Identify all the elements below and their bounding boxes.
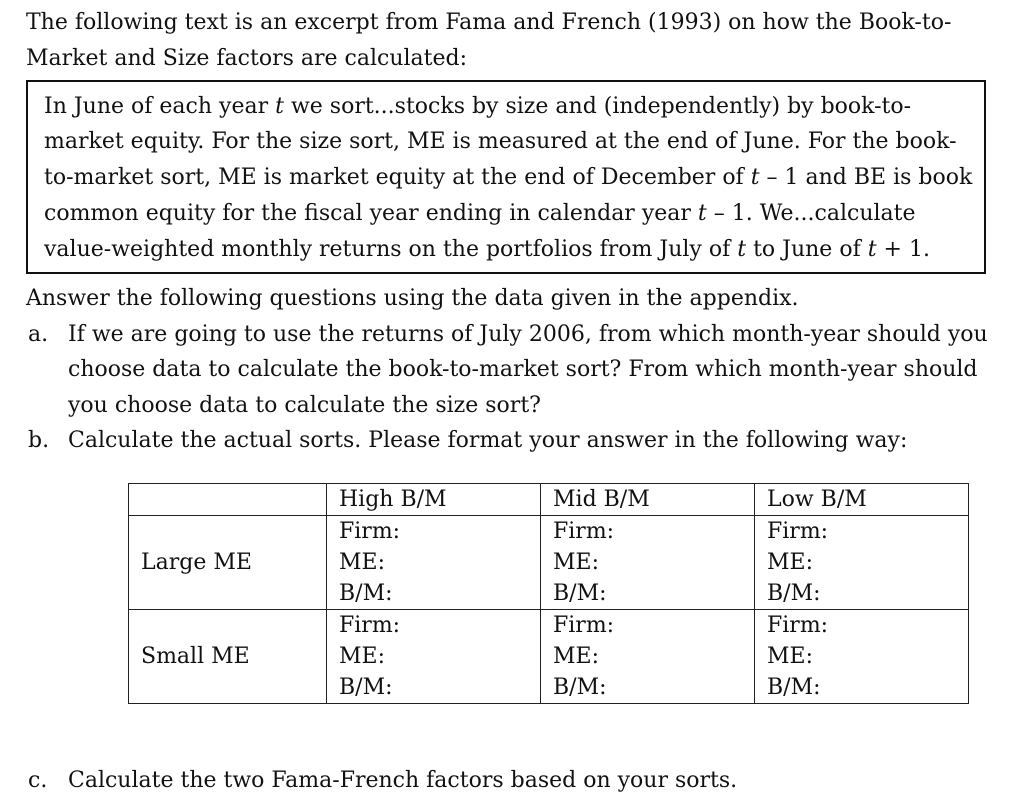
cell-me: ME: <box>339 550 385 575</box>
table-cell <box>327 516 541 610</box>
table-cell <box>541 516 755 610</box>
table-cell <box>541 610 755 704</box>
quote-line-3: to-market sort, ME is market equity at the end of December of t – 1 and BE is book <box>44 165 973 190</box>
question-a-line-2: choose data to calculate the book-to-market sort? From which month-year should <box>68 357 978 382</box>
cell-me: ME: <box>767 550 813 575</box>
intro-line-2: Market and Size factors are calculated: <box>26 46 467 71</box>
sorts-table <box>128 483 969 704</box>
cell-bm: B/M: <box>339 581 393 606</box>
cell-bm: B/M: <box>553 581 607 606</box>
table-header-row <box>129 484 969 516</box>
cell-me: ME: <box>553 550 599 575</box>
intro-line-1: The following text is an excerpt from Fama and French (1993) on how the Book-to- <box>26 10 952 35</box>
cell-me: ME: <box>767 644 813 669</box>
quote-line-5: value-weighted monthly returns on the portfolios from July of t to June of t + 1. <box>44 237 930 262</box>
cell-firm: Firm: <box>767 613 829 638</box>
cell-me: ME: <box>339 644 385 669</box>
instructions: Answer the following questions using the data given in the appendix. <box>26 286 799 311</box>
table-row-small-me <box>129 610 969 704</box>
quote-line-4: common equity for the fiscal year ending in calendar year t – 1. We...calculate <box>44 201 916 226</box>
table-header-cell-empty <box>129 484 327 516</box>
table-cell <box>755 516 969 610</box>
table-row-large-me <box>129 516 969 610</box>
cell-firm: Firm: <box>339 519 401 544</box>
question-b-line-1: Calculate the actual sorts. Please format your answer in the following way: <box>68 428 908 453</box>
cell-me: ME: <box>553 644 599 669</box>
cell-firm: Firm: <box>767 519 829 544</box>
table-cell <box>327 610 541 704</box>
table-header-high-bm: High B/M <box>327 484 541 516</box>
quote-line-1: In June of each year t we sort...stocks by size and (independently) by book-to- <box>44 94 912 119</box>
cell-bm: B/M: <box>767 675 821 700</box>
question-c-marker: c. <box>28 768 48 793</box>
row-label-small-me: Small ME <box>129 610 327 704</box>
quote-line-2: market equity. For the size sort, ME is measured at the end of June. For the book- <box>44 129 957 154</box>
cell-firm: Firm: <box>339 613 401 638</box>
cell-bm: B/M: <box>339 675 393 700</box>
table-header-mid-bm: Mid B/M <box>541 484 755 516</box>
question-c-line-1: Calculate the two Fama-French factors based on your sorts. <box>68 768 738 793</box>
cell-bm: B/M: <box>767 581 821 606</box>
question-b-marker: b. <box>28 428 50 453</box>
cell-bm: B/M: <box>553 675 607 700</box>
quote-box <box>26 80 986 274</box>
table-cell <box>755 610 969 704</box>
question-a-line-3: you choose data to calculate the size sort? <box>68 393 541 418</box>
cell-firm: Firm: <box>553 613 615 638</box>
cell-firm: Firm: <box>553 519 615 544</box>
question-a-marker: a. <box>28 322 49 347</box>
row-label-large-me: Large ME <box>129 516 327 610</box>
table-header-low-bm: Low B/M <box>755 484 969 516</box>
question-a-line-1: If we are going to use the returns of July 2006, from which month-year should you <box>68 322 988 347</box>
